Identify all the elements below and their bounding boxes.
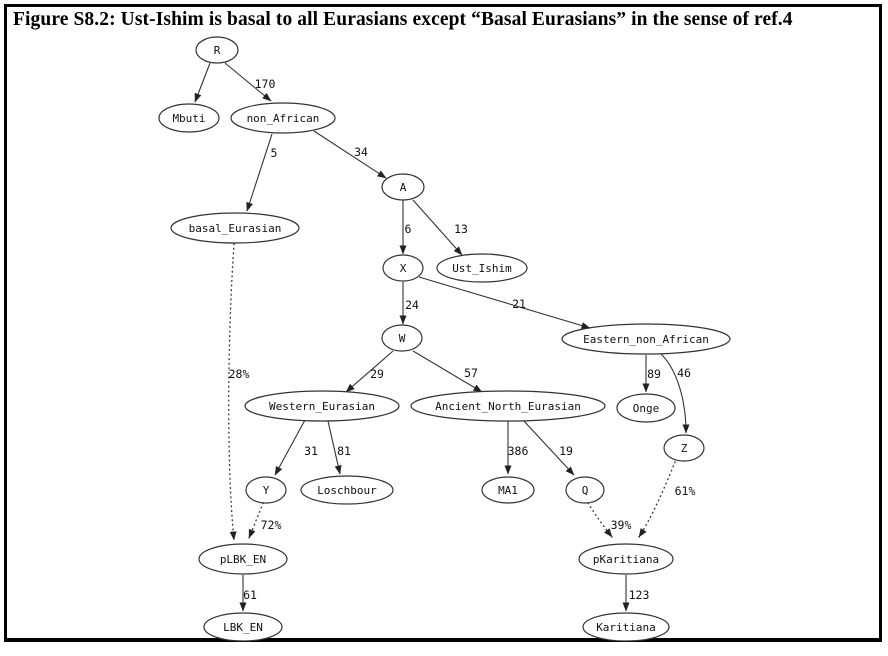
node-X: [383, 255, 423, 281]
node-Mbuti: [159, 104, 219, 132]
edge-EasternNonAfrican-Z: [660, 353, 686, 433]
node-Onge: [617, 394, 675, 422]
edge-Q-pKaritiana-admix: [588, 503, 612, 537]
node-label: basal_Eurasian: [188, 222, 282, 235]
edge-label-drift: 123: [628, 588, 650, 602]
node-label: Loschbour: [317, 484, 377, 497]
edge-label-drift: 24: [405, 298, 419, 312]
node-label: Mbuti: [172, 112, 206, 125]
edge-label-drift: 89: [647, 367, 661, 381]
node-Karitiana: [583, 613, 669, 641]
node-MA1: [482, 477, 534, 503]
node-label: pKaritiana: [592, 553, 660, 566]
node-label: X: [399, 262, 407, 275]
edge-label-admix-pct: 61%: [674, 484, 696, 498]
node-label: Z: [680, 442, 688, 455]
edge-label-drift: 31: [304, 444, 318, 458]
node-Y: [246, 477, 286, 503]
node-label: Karitiana: [596, 621, 656, 634]
edge-label-drift: 61: [243, 588, 257, 602]
node-label: Q: [581, 484, 589, 497]
edge-label-drift: 81: [337, 444, 351, 458]
node-label: Ust_Ishim: [452, 262, 512, 275]
node-label: Onge: [632, 402, 660, 415]
node-R: [196, 37, 238, 63]
node-UstIshim: [437, 254, 527, 282]
node-Loschbour: [301, 476, 393, 504]
node-label: Y: [262, 484, 270, 497]
node-Q: [566, 477, 604, 503]
node-basalEurasian: [171, 213, 299, 243]
edge-X-EasternNonAfrican: [419, 277, 590, 328]
edge-label-admix-pct: 72%: [260, 518, 282, 532]
edge-WesternEurasian-Y: [275, 420, 305, 475]
node-pLBKEN: [199, 544, 287, 574]
edge-nonAfrican-A: [314, 131, 386, 178]
edge-label-drift: 21: [512, 297, 526, 311]
edge-label-drift: 170: [254, 77, 276, 91]
node-label: non_African: [246, 112, 320, 125]
node-label: Western_Eurasian: [269, 400, 375, 413]
edge-label-drift: 34: [354, 145, 368, 159]
node-Z: [664, 435, 704, 461]
edge-label-drift: 5: [270, 146, 278, 160]
edge-label-drift: 57: [464, 366, 478, 380]
node-label: LBK_EN: [223, 621, 263, 634]
node-label: Eastern_non_African: [583, 333, 709, 346]
edge-label-admix-pct: 28%: [228, 367, 250, 381]
edge-R-Mbuti: [195, 63, 210, 102]
node-AncientNorthEurasian: [411, 391, 605, 421]
node-label: W: [398, 332, 406, 345]
node-label: A: [399, 181, 407, 194]
node-label: Ancient_North_Eurasian: [435, 400, 581, 413]
node-label: MA1: [498, 484, 518, 497]
node-label: R: [213, 44, 221, 57]
edge-Z-pKaritiana-admix: [639, 462, 675, 537]
node-W: [382, 325, 422, 351]
edge-label-drift: 386: [507, 444, 529, 458]
edge-nonAfrican-basalEurasian: [247, 134, 272, 211]
node-nonAfrican: [231, 103, 335, 133]
node-EasternNonAfrican: [562, 324, 730, 354]
node-pKaritiana: [579, 544, 673, 574]
edge-label-drift: 6: [404, 222, 412, 236]
edge-label-drift: 13: [454, 222, 468, 236]
node-A: [382, 174, 424, 200]
edge-label-drift: 19: [559, 444, 573, 458]
edge-basalEurasian-pLBKEN-admix: [229, 244, 234, 540]
edge-label-drift: 46: [677, 366, 691, 380]
node-WesternEurasian: [245, 391, 399, 421]
node-label: pLBK_EN: [219, 553, 267, 566]
figure-caption: Figure S8.2: Ust-Ishim is basal to all Eurasians except “Basal Eurasians” in the sense of ref.4: [13, 9, 793, 30]
edge-label-admix-pct: 39%: [610, 518, 632, 532]
node-LBKEN: [204, 613, 282, 641]
edge-label-drift: 29: [370, 367, 384, 381]
